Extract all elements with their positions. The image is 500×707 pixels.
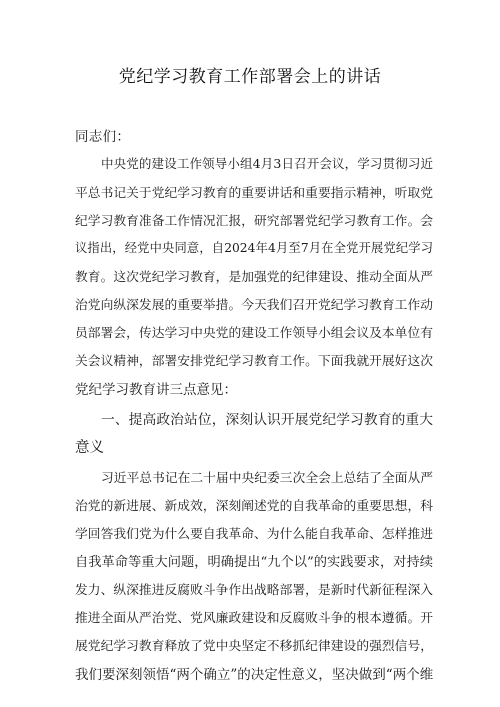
paragraph-line: 平总书记关于党纪学习教育的重要讲话和重要指示精神，听取党 [75, 186, 433, 201]
section-heading: 一、提高政治站位，深刻认识开展党纪学习教育的重大 [101, 412, 433, 428]
paragraph-line: 议指出，经党中央同意，自2024年4月至7月在全党开展党纪学习 [75, 241, 433, 255]
paragraph-line: 习近平总书记在二十届中央纪委三次全会上总结了全面从严 [101, 471, 433, 486]
paragraph-line: 自我革命等重大问题，明确提出“九个以”的实践要求，对持续 [75, 555, 434, 570]
paragraph-line: 中央党的建设工作领导小组4月3日召开会议，学习贯彻习近 [101, 156, 433, 171]
paragraph-line: 党纪学习教育讲三点意见： [75, 382, 237, 398]
paragraph-line: 发力、纵深推进反腐败斗争作出战略部署，是新时代新征程深入 [75, 583, 433, 598]
paragraph-line: 纪学习教育准备工作情况汇报，研究部署党纪学习教育工作。会 [75, 214, 433, 229]
paragraph-line: 展党纪学习教育释放了党中央坚定不移抓纪律建设的强烈信号， [75, 639, 433, 654]
section-heading: 意义 [75, 440, 104, 456]
paragraph-line: 我们要深刻领悟“两个确立”的决定性意义，坚决做到“两个维 [75, 667, 434, 683]
greeting-text: 同志们： [75, 129, 131, 145]
paragraph-line: 推进全面从严治党、党风廉政建设和反腐败斗争的根本遵循。开 [75, 611, 433, 626]
paragraph-line: 员部署会，传达学习中央党的建设工作领导小组会议及本单位有 [75, 326, 433, 341]
paragraph-line: 治党的新进展、新成效，深刻阐述党的自我革命的重要思想，科 [75, 499, 433, 514]
paragraph-line: 学回答我们党为什么要自我革命、为什么能自我革命、怎样推进 [75, 527, 433, 542]
document-title: 党纪学习教育工作部署会上的讲话 [118, 67, 382, 87]
paragraph-line: 教育。这次党纪学习教育，是加强党的纪律建设、推动全面从严 [75, 270, 433, 285]
paragraph-line: 治党向纵深发展的重要举措。今天我们召开党纪学习教育工作动 [75, 298, 433, 313]
paragraph-line: 关会议精神，部署安排党纪学习教育工作。下面我就开展好这次 [75, 354, 433, 369]
